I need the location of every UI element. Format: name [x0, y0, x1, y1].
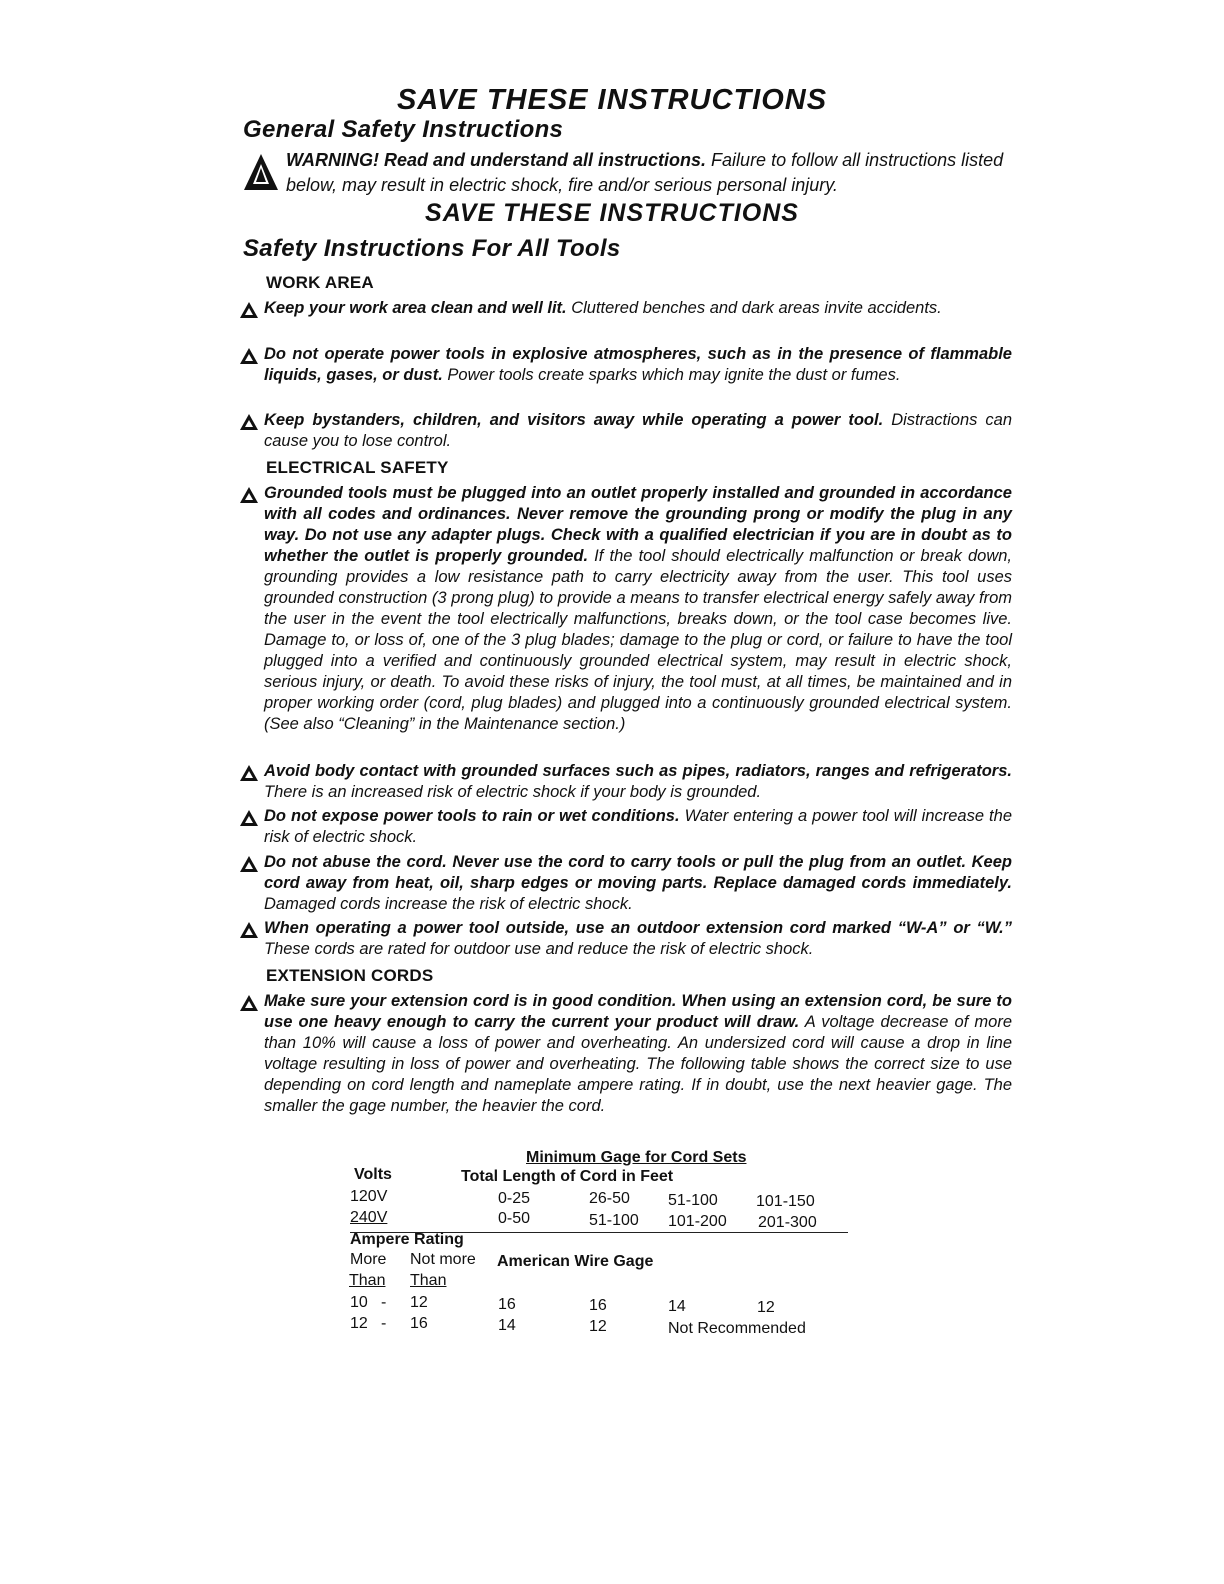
warning-icon [240, 348, 258, 364]
item-lead: Keep bystanders, children, and visitors away while operating a power tool. [264, 411, 884, 429]
amp-to: 12 [410, 1294, 428, 1311]
list-item [240, 991, 1012, 1117]
item-lead: When operating a power tool outside, use an outdoor extension cord marked “W-A” or “W.” [264, 919, 1012, 937]
warning-icon [240, 810, 258, 826]
item-lead: Do not operate power tools in explosive atmospheres, such as in the presence of flammable liquids, gases, or dust. [264, 345, 1012, 384]
item-lead: Keep your work area clean and well lit. [264, 299, 567, 317]
length-cell: 51-100 [589, 1212, 639, 1229]
general-safety-heading: General Safety Instructions [243, 116, 564, 143]
amp-dash: - [381, 1315, 387, 1332]
item-lead: Make sure your extension cord is in good condition. When using an extension cord, be sure to use one heavy enough to carry the current your product will draw. [264, 992, 1012, 1031]
length-cell: 51-100 [668, 1192, 718, 1209]
table-caption: Minimum Gage for Cord Sets [526, 1149, 747, 1166]
list-item [240, 852, 1012, 915]
item-lead: Grounded tools must be plugged into an outlet properly installed and grounded in accordance with all codes and ordinances. Never remove the grounding prong or modify the plug in any way. Do not use any adapter plugs. Check with a qualified electrician if you are in doubt as to whether the outlet is properly grounded. [264, 484, 1012, 565]
volts-value: 120V [350, 1188, 388, 1205]
volts-value: 240V [350, 1209, 388, 1226]
save-instructions-title-2: SAVE THESE INSTRUCTIONS [425, 199, 799, 227]
item-body: There is an increased risk of electric shock if your body is grounded. [264, 783, 762, 801]
warning-icon [240, 922, 258, 938]
length-label: Total Length of Cord in Feet [461, 1168, 674, 1185]
list-item [240, 761, 1012, 803]
than-label: Than [349, 1272, 386, 1289]
item-body: Cluttered benches and dark areas invite accidents. [566, 299, 942, 317]
electrical-safety-heading: ELECTRICAL SAFETY [266, 458, 449, 477]
list-item [240, 410, 1012, 452]
item-lead: Avoid body contact with grounded surfaces such as pipes, radiators, ranges and refrigerators. [264, 762, 1012, 780]
save-instructions-title: SAVE THESE INSTRUCTIONS [396, 84, 828, 116]
item-body: If the tool should electrically malfunction or break down, grounding provides a low resistance path to carry electricity away from the user. This tool uses grounded construction (3 prong plug) to provide a means to transfer electrical energy safely away from the user in the event the tool electrically malfunctions, breaks down, or the tool case becomes live. Damage to, or loss of, one of the 3 plug blades; damage to the plug or cord, or failure to have the tool plugged into a verified and continuously grounded electrical system, may result in electric shock, serious injury, or death. To avoid these risks of injury, the tool must, at all times, be maintained and in proper working order (cord, plug blades) and plugged into a continuously grounded electrical system. (See also “Cleaning” in the Maintenance section.) [264, 547, 1012, 733]
list-item [240, 344, 1012, 386]
gage-cell: 16 [498, 1296, 516, 1313]
list-item [240, 806, 1012, 848]
work-area-heading: WORK AREA [266, 273, 374, 292]
list-item [240, 918, 1012, 960]
warning-body: Failure to follow all instructions listed below, may result in electric shock, fire and/or serious personal injury. [286, 150, 1004, 195]
warning-icon [240, 995, 258, 1011]
gage-cell: 12 [589, 1318, 607, 1335]
warning-icon [240, 856, 258, 872]
than-label: Than [410, 1272, 447, 1289]
item-lead: Do not expose power tools to rain or wet conditions. [264, 807, 680, 825]
awg-label: American Wire Gage [497, 1253, 654, 1270]
volts-label: Volts [354, 1166, 392, 1183]
amp-to: 16 [410, 1315, 428, 1332]
gage-cell: 16 [589, 1297, 607, 1314]
length-cell: 0-25 [498, 1190, 531, 1207]
warning-icon [240, 302, 258, 318]
warning-triangle-icon [243, 152, 279, 192]
item-lead: Do not abuse the cord. Never use the cord to carry tools or pull the plug from an outlet. Keep cord away from heat, oil, sharp edges or moving parts. Replace damaged cords immediately. [264, 853, 1012, 892]
ampere-label: Ampere Rating [350, 1231, 464, 1248]
extension-cords-heading: EXTENSION CORDS [266, 966, 434, 985]
length-cell: 101-150 [756, 1193, 815, 1210]
item-body: Distractions can cause you to lose control. [264, 411, 1012, 450]
warning-lead: WARNING! Read and understand all instructions. [286, 150, 707, 170]
gage-cell: 14 [498, 1317, 516, 1334]
item-body: Water entering a power tool will increase the risk of electric shock. [264, 807, 1012, 846]
amp-dash: - [381, 1294, 387, 1311]
more-label: More [350, 1251, 387, 1268]
amp-from: 12 [350, 1315, 368, 1332]
not-more-label: Not more [410, 1251, 476, 1268]
gage-cell: 12 [757, 1299, 775, 1316]
amp-from: 10 [350, 1294, 368, 1311]
item-body: These cords are rated for outdoor use and reduce the risk of electric shock. [264, 940, 814, 958]
warning-icon [240, 487, 258, 503]
length-cell: 26-50 [589, 1190, 630, 1207]
warning-block [243, 148, 1023, 198]
warning-text [286, 148, 1023, 198]
gage-cell: 14 [668, 1298, 686, 1315]
item-body: A voltage decrease of more than 10% will cause a loss of power and overheating. An undersized cord will cause a drop in line voltage resulting in loss of power and overheating. The following table shows the correct size to use depending on cord length and nameplate ampere rating. If in doubt, use the next heavier gage. The smaller the gage number, the heavier the cord. [264, 1013, 1013, 1115]
item-body: Power tools create sparks which may ignite the dust or fumes. [442, 366, 901, 384]
warning-icon [240, 414, 258, 430]
warning-icon [240, 765, 258, 781]
length-cell: 101-200 [668, 1213, 727, 1230]
all-tools-heading: Safety Instructions For All Tools [243, 235, 621, 262]
gage-cell: Not Recommended [668, 1320, 806, 1337]
length-cell: 0-50 [498, 1210, 531, 1227]
item-body: Damaged cords increase the risk of electric shock. [264, 895, 633, 913]
list-item [240, 298, 1012, 319]
length-cell: 201-300 [758, 1214, 817, 1231]
list-item [240, 483, 1012, 735]
